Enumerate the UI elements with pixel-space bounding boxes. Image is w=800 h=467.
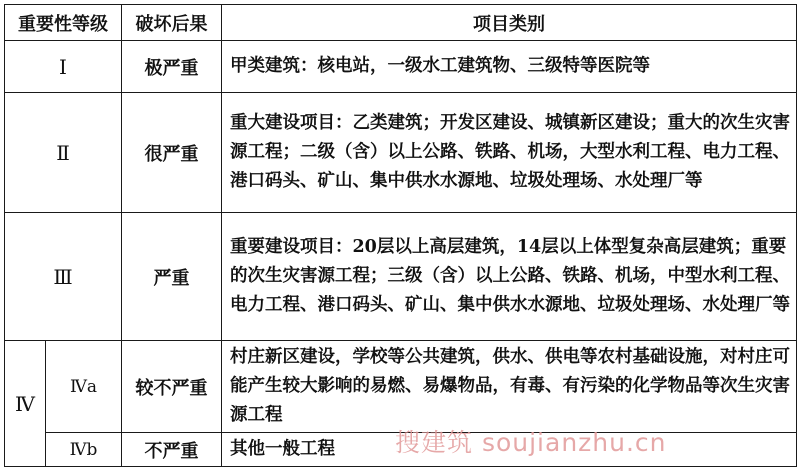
consequence-cell: 不严重 — [122, 433, 222, 467]
table-row — [5, 41, 797, 93]
level-cell: Ⅰ — [5, 41, 122, 93]
consequence-cell: 较不严重 — [122, 341, 222, 433]
table-row — [5, 213, 797, 341]
category-cell: 重大建设项目：乙类建筑；开发区建设、城镇新区建设；重大的次生灾害源工程；二级（含）以上公路、铁路、机场，大型水利工程、电力工程、港口码头、矿山、集中供水水源地、垃圾处理场、水处理厂等 — [222, 93, 797, 213]
level-cell: Ⅳ — [5, 341, 46, 467]
header-importance-level: 重要性等级 — [5, 5, 122, 41]
table-row — [5, 341, 797, 433]
header-row — [5, 5, 797, 41]
header-project-category: 项目类别 — [222, 5, 797, 41]
category-cell: 重要建设项目：20层以上高层建筑，14层以上体型复杂高层建筑；重要的次生灾害源工程；三级（含）以上公路、铁路、机场，中型水利工程、电力工程、港口码头、矿山、集中供水水源地、垃圾处理场、水处理厂等 — [222, 213, 797, 341]
sublevel-cell: Ⅳb — [46, 433, 122, 467]
level-cell: Ⅲ — [5, 213, 122, 341]
consequence-cell: 严重 — [122, 213, 222, 341]
importance-level-table — [4, 4, 797, 467]
consequence-cell: 很严重 — [122, 93, 222, 213]
category-cell: 甲类建筑：核电站，一级水工建筑物、三级特等医院等 — [222, 41, 797, 93]
consequence-cell: 极严重 — [122, 41, 222, 93]
header-damage-consequence: 破坏后果 — [122, 5, 222, 41]
level-cell: Ⅱ — [5, 93, 122, 213]
category-cell: 其他一般工程 — [222, 433, 797, 467]
category-cell: 村庄新区建设，学校等公共建筑，供水、供电等农村基础设施，对村庄可能产生较大影响的易燃、易爆物品，有毒、有污染的化学物品等次生灾害源工程 — [222, 341, 797, 433]
watermark: 搜建筑 soujianzhu.cn — [395, 428, 667, 457]
table-row — [5, 93, 797, 213]
sublevel-cell: Ⅳa — [46, 341, 122, 433]
